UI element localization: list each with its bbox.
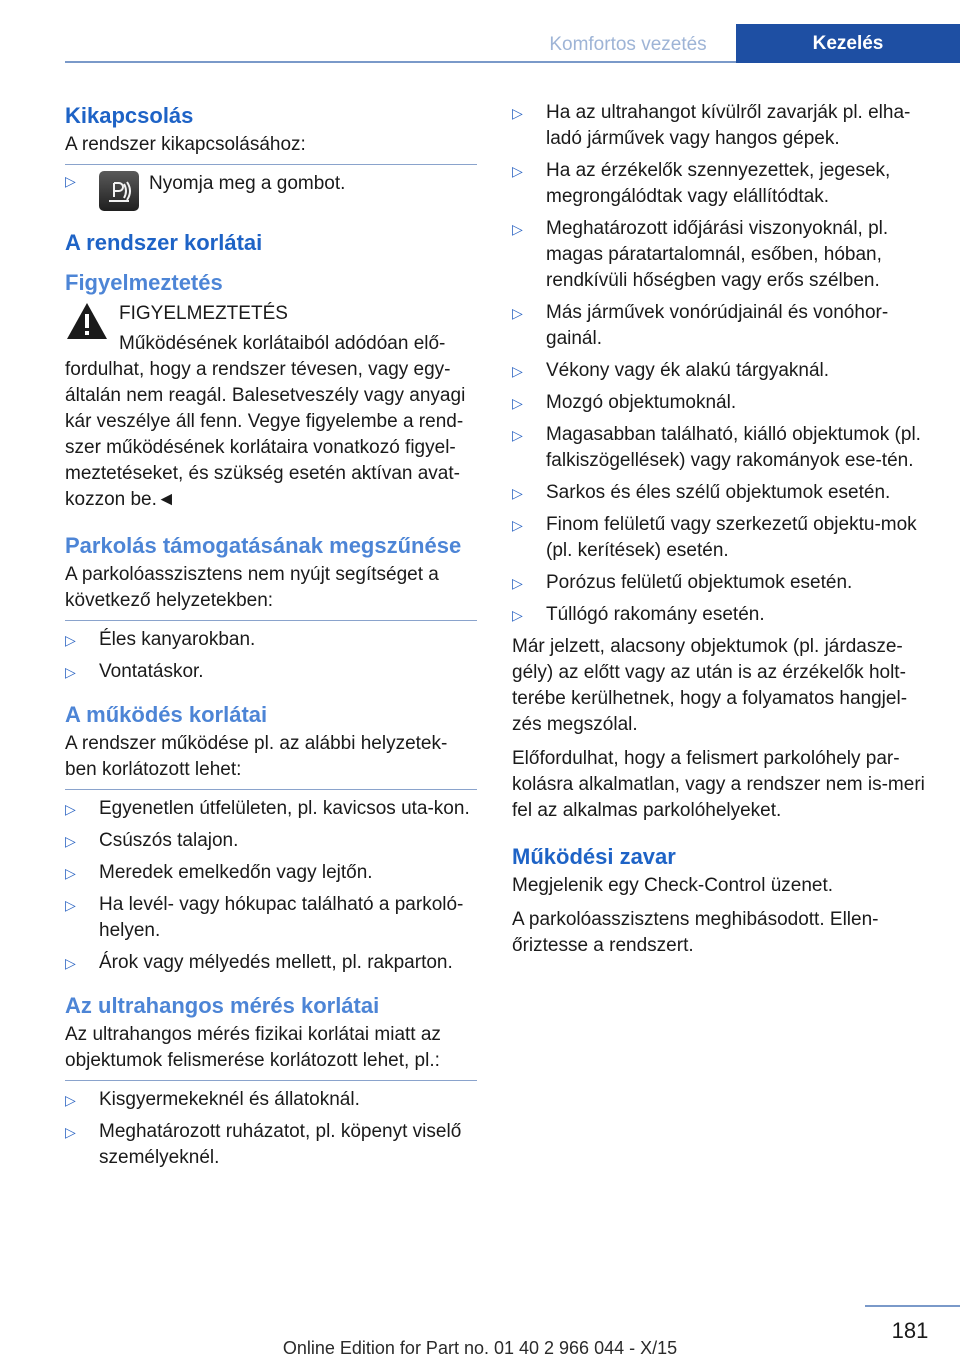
warning-caption: FIGYELMEZTETÉS [119,303,288,324]
list-item: ▷ Mozgó objektumoknál. [512,390,928,416]
list-item: ▷ Meghatározott időjárási viszonyoknál, pl. magas páratartalomnál, esőben, hóban, rendkívüli hőségben vagy erős szélben. [512,218,889,291]
parkolas-text: A parkolóasszisztens nem nyújt segítséget a következő helyzetekben: [65,564,439,611]
bullet-icon: ▷ [65,173,76,189]
list-item: ▷ Túllógó rakomány esetén. [512,602,928,628]
button-step-text: Nyomja meg a gombot. [149,173,346,194]
bullet-icon: ▷ [512,427,523,443]
button-step [65,171,477,219]
bullet-icon: ▷ [512,485,523,501]
bullet-icon: ▷ [65,801,76,817]
bullet-icon: ▷ [512,221,523,237]
bullet-icon: ▷ [512,305,523,321]
list-item: ▷ Csúszós talajon. [65,828,477,854]
list-item: ▷ Vékony vagy ék alakú tárgyaknál. [512,358,928,384]
list-item: ▷ Ha az érzékelők szennyezettek, jegesek, megrongálódtak vagy elállítódtak. [512,160,891,207]
list-item: ▷ Egyenetlen útfelületen, pl. kavicsos uta-kon. [65,796,477,822]
list-item: ▷ Ha az ultrahangot kívülről zavarják pl. elha-ladó járművek vagy hangos gépek. [512,102,911,149]
bullet-icon: ▷ [65,1092,76,1108]
parking-sensor-button-icon [99,171,139,211]
zavar-text-1: Megjelenik egy Check-Control üzenet. [512,875,834,896]
list-item: ▷ Éles kanyarokban. [65,627,477,653]
subsection-title-parkolas: Parkolás támogatásának megszűnése [65,533,462,558]
mukodes-text: A rendszer működése pl. az alábbi helyzetek-ben korlátozott lehet: [65,733,448,780]
bullet-icon: ▷ [512,607,523,623]
section-title-kikapcsolas: Kikapcsolás [65,103,194,128]
kikapcsolas-text: A rendszer kikapcsolásához: [65,134,306,155]
list-item: ▷ Porózus felületű objektumok esetén. [512,570,928,596]
divider [65,620,477,621]
list-item: ▷ Sarkos és éles szélű objektumok esetén. [512,480,928,506]
divider [65,164,477,165]
bullet-icon: ▷ [512,163,523,179]
warning-triangle-icon [65,301,109,341]
edition-footer: Online Edition for Part no. 01 40 2 966 044 - X/15 [282,1338,678,1358]
divider [65,1080,477,1081]
bullet-icon: ▷ [65,897,76,913]
divider [65,789,477,790]
list-item: ▷ Kisgyermekeknél és állatoknál. [65,1087,477,1113]
footer-rule [865,1305,960,1307]
page-number: 181 [891,1318,929,1343]
warning-block [65,299,477,513]
bullet-icon: ▷ [512,575,523,591]
section-title-zavar: Működési zavar [512,844,676,869]
subsection-title-figyelmeztetes: Figyelmeztetés [65,270,223,295]
list-item: ▷ Árok vagy mélyedés mellett, pl. rakparton. [65,950,477,976]
bullet-icon: ▷ [65,664,76,680]
left-column [65,100,477,1177]
paragraph-parkolohely: Előfordulhat, hogy a felismert parkolóhely par-kolásra alkalmatlan, vagy a rendszer nem is-meri fel az alkalmas parkolóhelyeket. [512,748,925,821]
bullet-icon: ▷ [65,955,76,971]
bullet-icon: ▷ [512,363,523,379]
bullet-icon: ▷ [65,632,76,648]
header-section-tab[interactable]: Komfortos vezetés [549,34,707,55]
list-item: ▷ Finom felületű vagy szerkezetű objektu-mok (pl. kerítések) esetén. [512,514,917,561]
bullet-icon: ▷ [512,395,523,411]
paragraph-holtter: Már jelzett, alacsony objektumok (pl. járdasze-gély) az előtt vagy az után is az érzékelők holt-terébe kerülhetnek, hogy a folyamatos hangjel-zés megszólal. [512,636,908,735]
ultrahang-list [65,1087,477,1171]
ultrahang-list-continued [512,100,928,628]
warning-body: Működésének korlátaiból adódóan elő-fordulhat, hogy a rendszer tévesen, vagy egy-általán nem reagál. Balesetveszély vagy anyagi kár veszélye áll fenn. Vegye figyelembe a rend-szer működésének korlátaira vonatkozó figyel-meztetéseket, és szükség esetén aktívan avat-kozzon be.◄ [65,333,466,510]
bullet-icon: ▷ [512,517,523,533]
mukodes-list [65,796,477,976]
list-item: ▷ Más járművek vonórúdjainál és vonóhor-gainál. [512,302,889,349]
subsection-title-ultrahang: Az ultrahangos mérés korlátai [65,993,380,1018]
list-item: ▷ Meredek emelkedőn vagy lejtőn. [65,860,477,886]
subsection-title-mukodes: A működés korlátai [65,702,268,727]
section-title-korlatok: A rendszer korlátai [65,230,263,255]
bullet-icon: ▷ [65,1124,76,1140]
header-chapter-tab[interactable]: Kezelés [736,24,960,63]
ultrahang-text: Az ultrahangos mérés fizikai korlátai miatt az objektumok felismerése korlátozott lehet, pl.: [65,1024,441,1071]
bullet-icon: ▷ [65,833,76,849]
list-item: ▷ Vontatáskor. [65,659,477,685]
parkolas-list [65,627,477,685]
bullet-icon: ▷ [512,105,523,121]
list-item: ▷ Meghatározott ruházatot, pl. köpenyt viselő személyeknél. [65,1121,462,1168]
list-item: ▷ Ha levél- vagy hókupac található a parkoló-helyen. [65,894,464,941]
bullet-icon: ▷ [65,865,76,881]
list-item: ▷ Magasabban található, kiálló objektumok (pl. falkiszögellések) vagy rakományok ese-tén. [512,424,921,471]
zavar-text-2: A parkolóasszisztens meghibásodott. Ellen-őriztesse a rendszert. [512,909,879,956]
right-column [512,100,928,959]
